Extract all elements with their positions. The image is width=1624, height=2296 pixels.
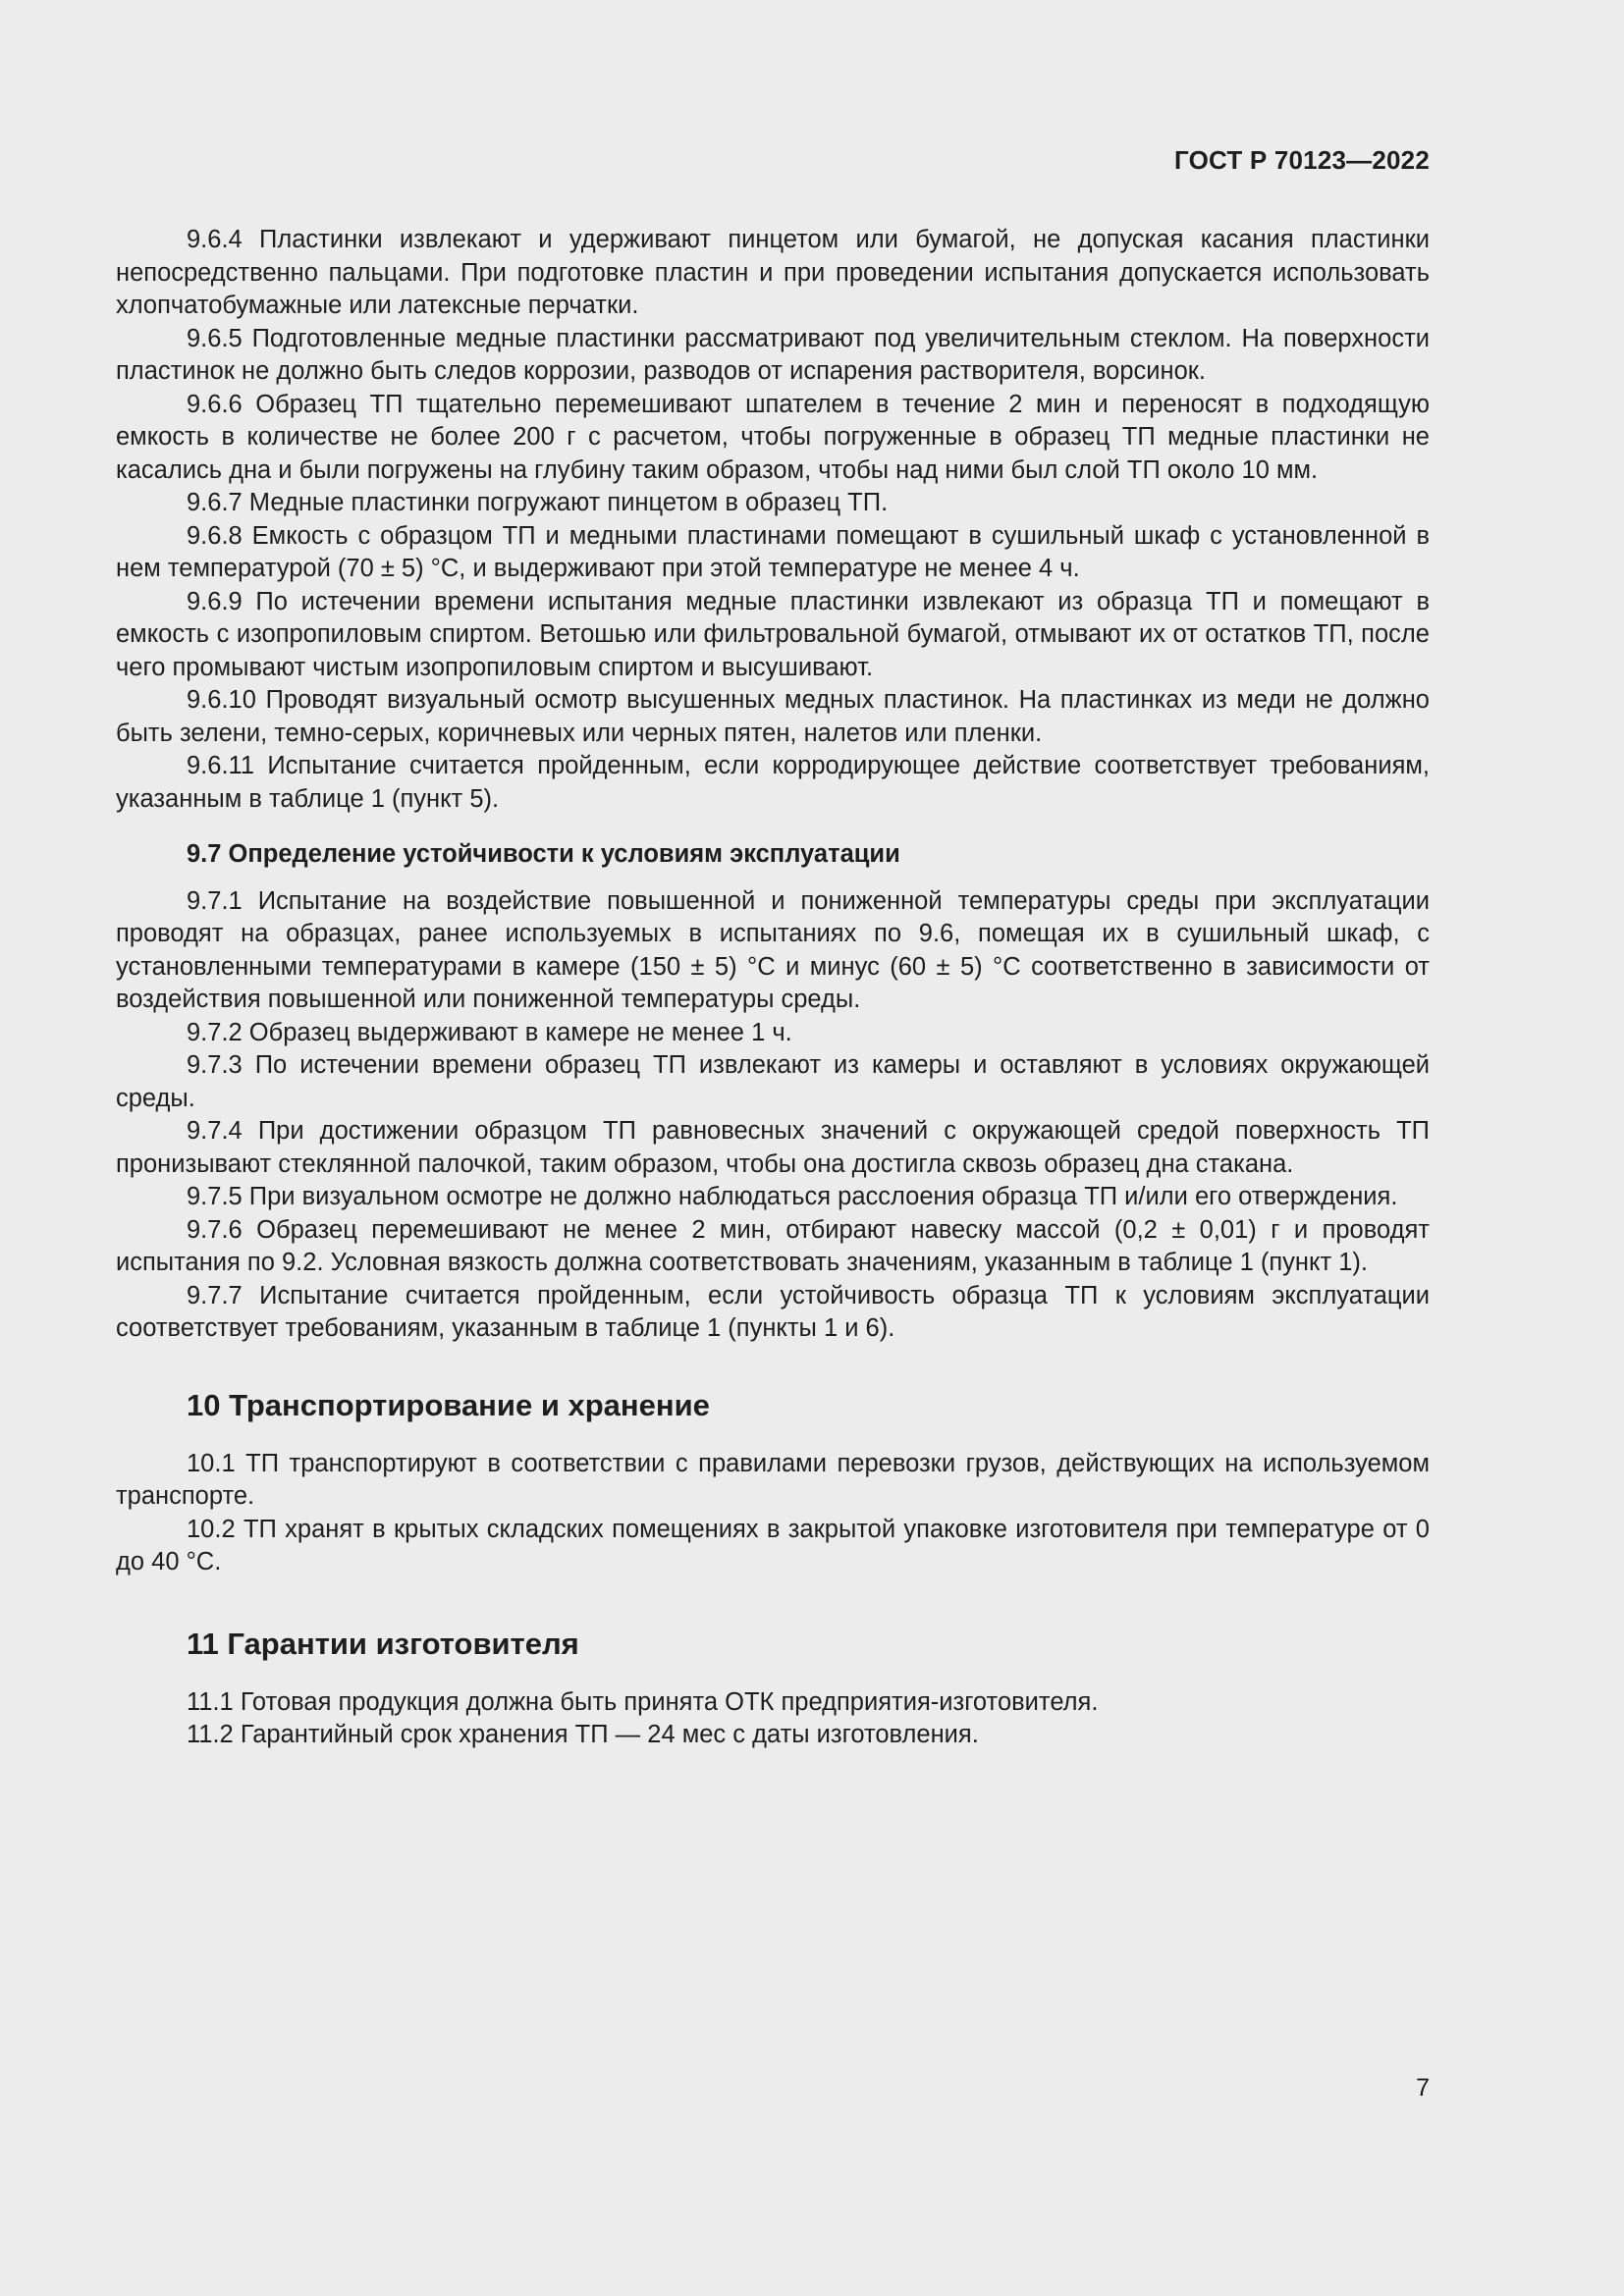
page-content <box>116 224 1430 1752</box>
paragraph-11-1: 11.1 Готовая продукция должна быть принята ОТК предприятия-изготовителя. <box>187 1687 1099 1716</box>
paragraph-11-2: 11.2 Гарантийный срок хранения ТП — 24 мес с даты изготовления. <box>187 1721 979 1748</box>
paragraph-9-7-7: 9.7.7 Испытание считается пройденным, если устойчивость образца ТП к условиям эксплуатации соответствует требованиям, указанным в таблице 1 (пункты 1 и 6). <box>116 1281 1430 1342</box>
section-heading-11: 11 Гарантии изготовителя <box>187 1626 579 1661</box>
paragraph-9-7-2: 9.7.2 Образец выдерживают в камере не менее 1 ч. <box>187 1018 792 1046</box>
paragraph-10-2: 10.2 ТП хранят в крытых складских помещениях в закрытой упаковке изготовителя при температуре от 0 до 40 °С. <box>116 1515 1430 1575</box>
paragraph-9-6-6: 9.6.6 Образец ТП тщательно перемешивают шпателем в течение 2 мин и переносят в подходящую емкость в количестве не более 200 г с расчетом, чтобы погруженные в образец ТП медные пластинки не касались дна и были погружены на глубину таким образом, чтобы над ними был слой ТП около 10 мм. <box>116 390 1430 484</box>
paragraph-9-6-5: 9.6.5 Подготовленные медные пластинки рассматривают под увеличительным стеклом. На поверхности пластинок не должно быть следов коррозии, разводов от испарения растворителя, ворсинок. <box>116 324 1430 385</box>
section-heading-10: 10 Транспортирование и хранение <box>187 1387 710 1422</box>
paragraph-9-6-7: 9.6.7 Медные пластинки погружают пинцетом в образец ТП. <box>187 489 889 516</box>
paragraph-9-7-5: 9.7.5 При визуальном осмотре не должно наблюдаться расслоения образца ТП и/или его отверждения. <box>187 1183 1398 1210</box>
paragraph-9-6-4: 9.6.4 Пластинки извлекают и удерживают пинцетом или бумагой, не допуская касания пластинки непосредственно пальцами. При подготовке пластин и при проведении испытания допускается использовать хлопчатобумажные или латексные перчатки. <box>116 226 1430 319</box>
paragraph-10-1: 10.1 ТП транспортируют в соответствии с правилами перевозки грузов, действующих на используемом транспорте. <box>116 1449 1430 1510</box>
paragraph-9-7-6: 9.7.6 Образец перемешивают не менее 2 мин, отбирают навеску массой (0,2 ± 0,01) г и проводят испытания по 9.2. Условная вязкость должна соответствовать значениям, указанным в таблице 1 (пункт 1). <box>116 1215 1430 1276</box>
paragraph-9-6-10: 9.6.10 Проводят визуальный осмотр высушенных медных пластинок. На пластинках из меди не должно быть зелени, темно-серых, коричневых или черных пятен, налетов или пленки. <box>116 686 1430 747</box>
paragraph-9-7-3: 9.7.3 По истечении времени образец ТП извлекают из камеры и оставляют в условиях окружающей среды. <box>116 1051 1430 1112</box>
paragraph-9-7-1: 9.7.1 Испытание на воздействие повышенной и пониженной температуры среды при эксплуатации проводят на образцах, ранее используемых в испытаниях по 9.6, помещая их в сушильный шкаф, с установленными температурами в камере (150 ± 5) °С и минус (60 ± 5) °С соответственно в зависимости от воздействия повышенной или пониженной температуры среды. <box>116 886 1430 1013</box>
subsection-heading-9-7: 9.7 Определение устойчивости к условиям эксплуатации <box>187 840 900 868</box>
paragraph-9-7-4: 9.7.4 При достижении образцом ТП равновесных значений с окружающей средой поверхность ТП пронизывают стеклянной палочкой, таким образом, чтобы она достигла сквозь образец дна стакана. <box>116 1117 1430 1178</box>
paragraph-9-6-9: 9.6.9 По истечении времени испытания медные пластинки извлекают из образца ТП и помещают в емкость с изопропиловым спиртом. Ветошью или фильтровальной бумагой, отмывают их от остатков ТП, после чего промывают чистым изопропиловым спиртом и высушивают. <box>116 587 1430 681</box>
page-number: 7 <box>1416 2074 1430 2102</box>
paragraph-9-6-8: 9.6.8 Емкость с образцом ТП и медными пластинами помещают в сушильный шкаф с установленной в нем температурой (70 ± 5) °С, и выдерживают при этой температуре не менее 4 ч. <box>116 521 1430 582</box>
paragraph-9-6-11: 9.6.11 Испытание считается пройденным, если корродирующее действие соответствует требованиям, указанным в таблице 1 (пункт 5). <box>116 752 1430 813</box>
document-code: ГОСТ Р 70123—2022 <box>1174 145 1430 175</box>
